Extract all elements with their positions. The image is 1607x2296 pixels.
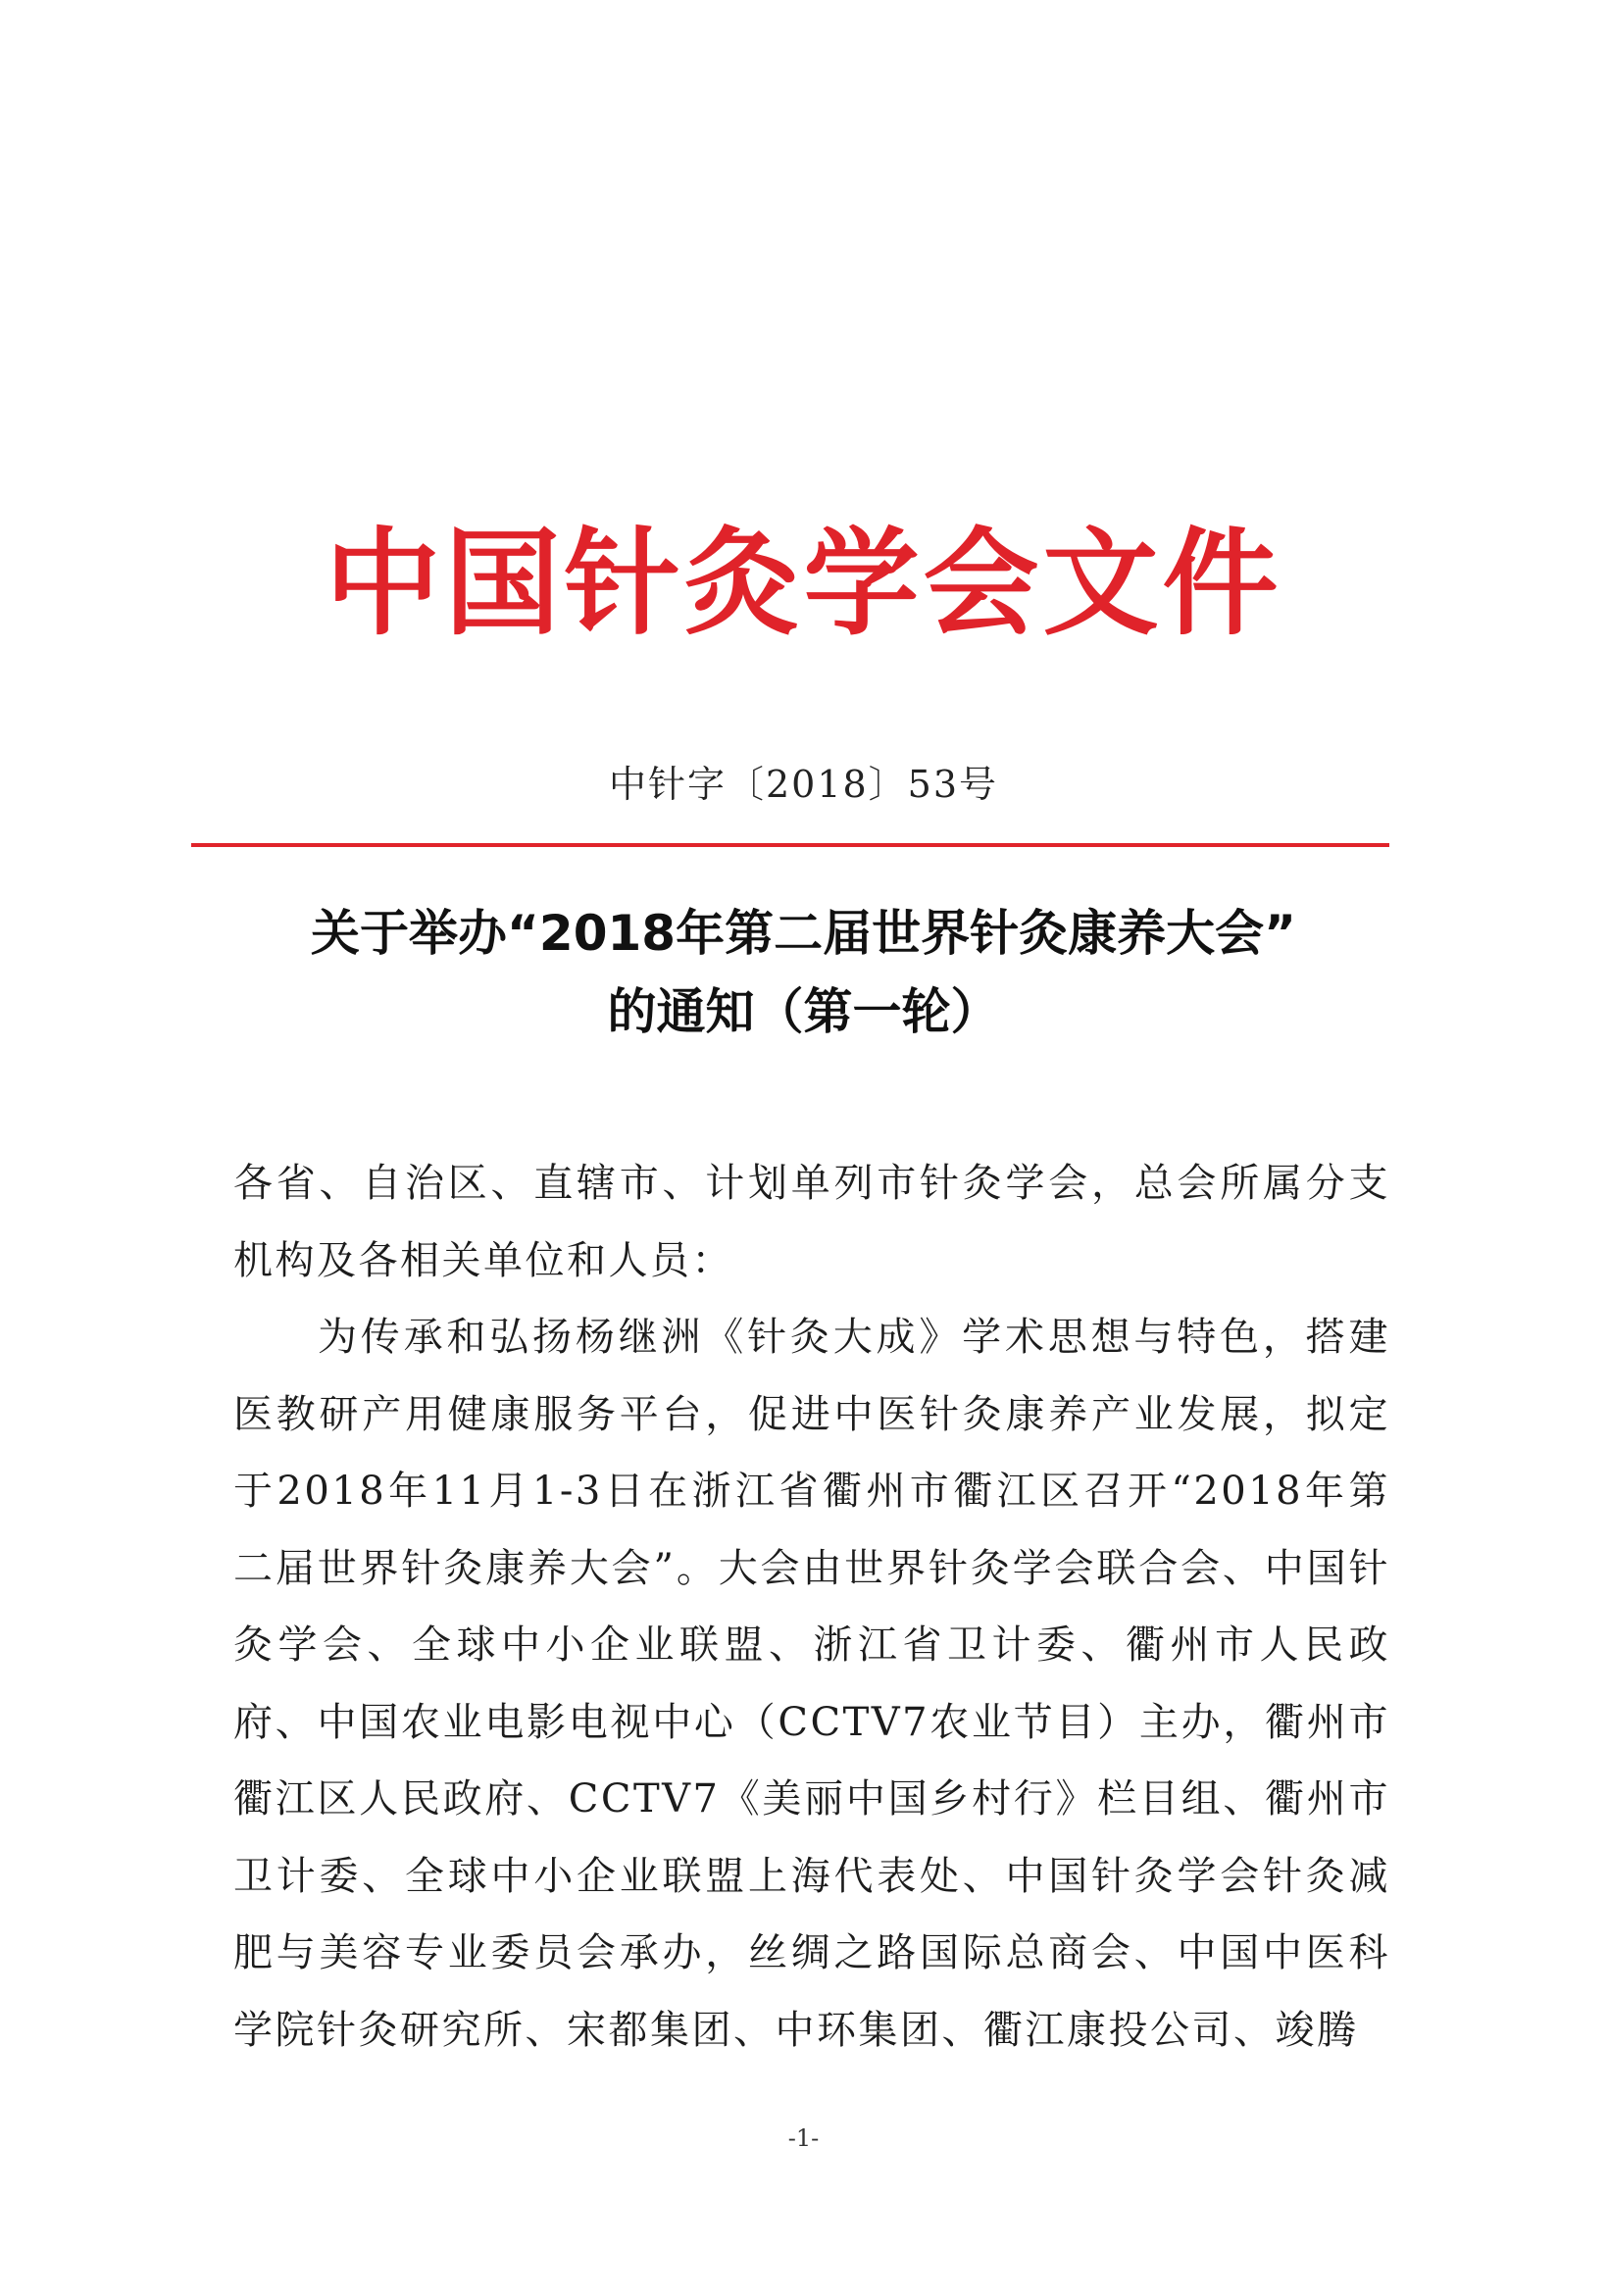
notice-title-line-1: 关于举办“2018年第二届世界针灸康养大会” — [311, 905, 1296, 962]
notice-title — [0, 894, 1607, 1051]
org-header-title: 中国针灸学会文件 — [325, 516, 1282, 651]
page-number: -1- — [787, 2124, 820, 2152]
red-divider-rule — [191, 843, 1389, 847]
document-number: 中针字〔2018〕53号 — [608, 763, 999, 806]
notice-title-line-2: 的通知（第一轮） — [607, 983, 1000, 1040]
notice-body — [233, 1145, 1390, 2069]
salutation: 各省、自治区、直辖市、计划单列市针灸学会，总会所属分支机构及各相关单位和人员： — [233, 1161, 1390, 1283]
body-paragraph-1: 为传承和弘扬杨继洲《针灸大成》学术思想与特色，搭建医教研产用健康服务平台，促进中医针灸康养产业发展，拟定于2018年11月1-3日在浙江省衢州市衢江区召开“2018年第二届世界针灸康养大会”。大会由世界针灸学会联合会、中国针灸学会、全球中小企业联盟、浙江省卫计委、衢州市人民政府、中国农业电影电视中心（CCTV7农业节目）主办，衢州市衢江区人民政府、CCTV7《美丽中国乡村行》栏目组、衢州市卫计委、全球中小企业联盟上海代表处、中国针灸学会针灸减肥与美容专业委员会承办，丝绸之路国际总商会、中国中医科学院针灸研究所、宋都集团、中环集团、衢江康投公司、竣腾 — [233, 1315, 1390, 2053]
